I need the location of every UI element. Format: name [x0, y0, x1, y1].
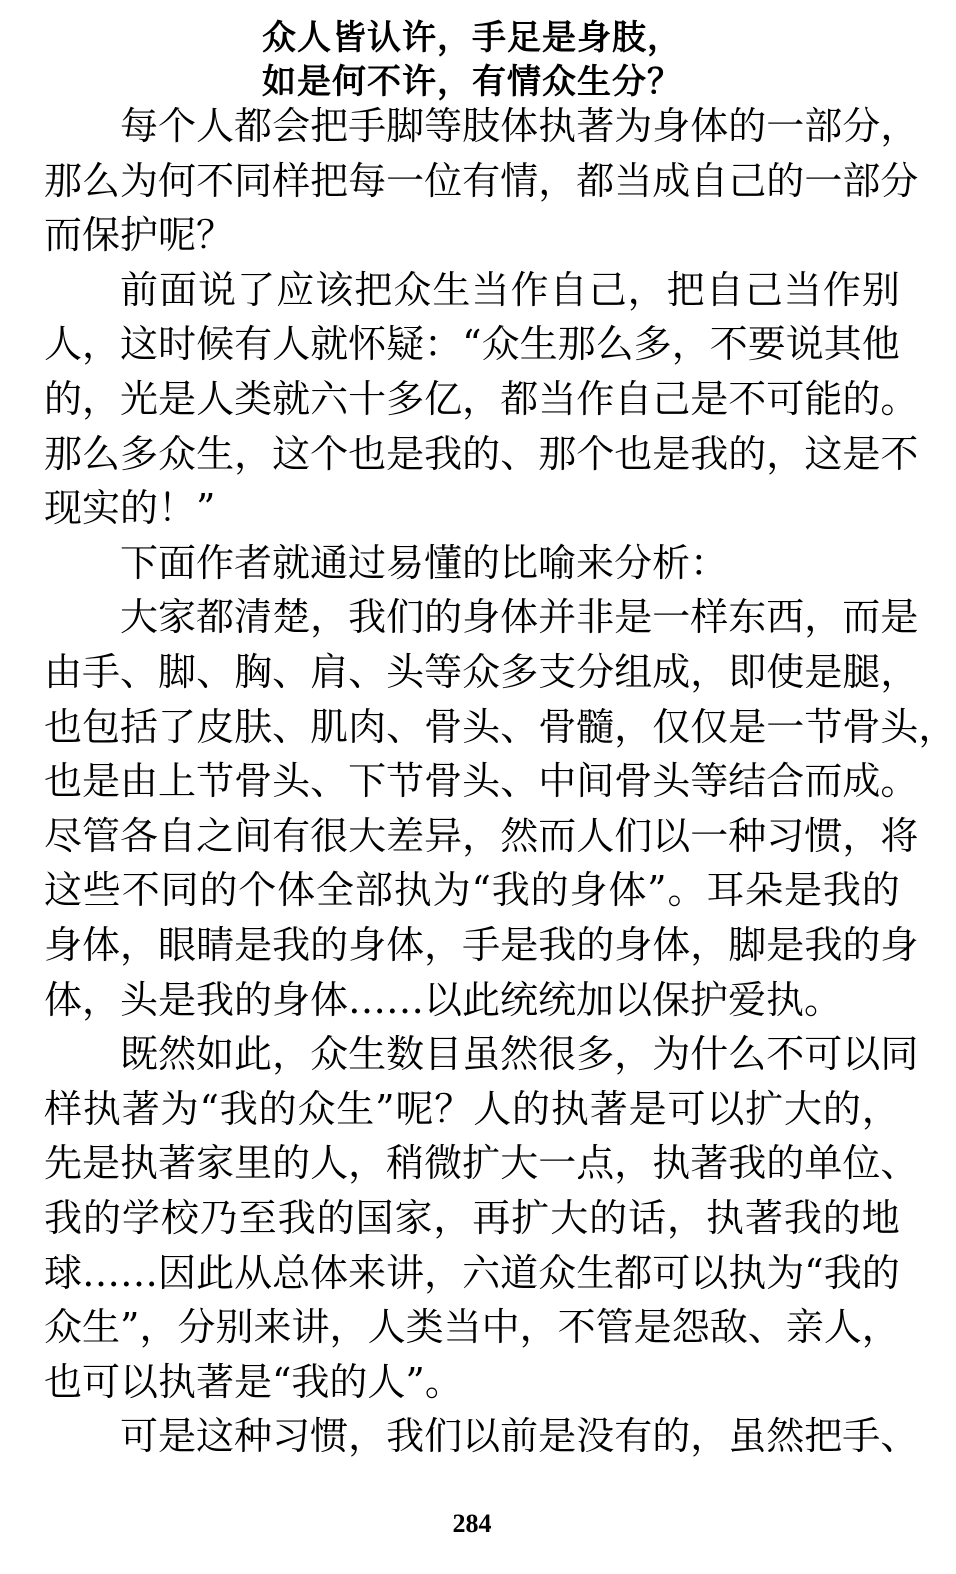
body-line: 先 是 执 著 家 里 的 人 ， 稍 微 扩 大 一 点 ， 执 著 我 的 单 位 、	[44, 1141, 919, 1186]
body-line: 既 然 如 此 ， 众 生 数 目 虽 然 很 多 ， 为 什 么 不 可 以 同	[120, 1032, 919, 1077]
body-line: 前 面 说 了 应 该 把 众 生 当 作 自 己 ， 把 自 己 当 作 别	[120, 267, 900, 312]
body-line: 这 些 不 同 的 个 体 全 部 执 为 “ 我 的 身 体 ” 。 耳 朵 是 我 的	[44, 868, 900, 913]
page-number: 284	[452, 1509, 492, 1538]
body-line: 现实的！”	[44, 486, 216, 531]
body-line: 大 家 都 清 楚 ， 我 们 的 身 体 并 非 是 一 样 东 西 ， 而 是	[120, 595, 919, 640]
body-line: 样 执 著 为 “ 我 的 众 生 ” 呢 ？ 人 的 执 著 是 可 以 扩 大 的 ，	[44, 1086, 900, 1131]
body-line: 由 手 、 脚 、 胸 、 肩 、 头 等 众 多 支 分 组 成 ， 即 使 是 腿 ，	[44, 650, 919, 694]
body-line: 也 是 由 上 节 骨 头 、 下 节 骨 头 、 中 间 骨 头 等 结 合 而 成 。	[44, 759, 919, 804]
body-line: 身 体 ， 眼 睛 是 我 的 身 体 ， 手 是 我 的 身 体 ， 脚 是 我 的 身	[44, 923, 919, 967]
body-line: 体，头是我的身体……以此统统加以保护爱执。	[44, 977, 843, 1022]
body-line: 我 的 学 校 乃 至 我 的 国 家 ， 再 扩 大 的 话 ， 执 著 我 的 地	[44, 1196, 900, 1240]
body-line: 众 生 ” ， 分 别 来 讲 ， 人 类 当 中 ， 不 管 是 怨 敌 、 亲 人 ，	[44, 1305, 900, 1350]
body-line: 也可以执著是“我的人”。	[44, 1359, 463, 1404]
body-line: 人 ， 这 时 候 有 人 就 怀 疑 ： “ 众 生 那 么 多 ， 不 要 说 其 他	[44, 322, 900, 367]
body-line: 而保护呢？	[44, 213, 235, 258]
body-line: 尽 管 各 自 之 间 有 很 大 差 异 ， 然 而 人 们 以 一 种 习 惯 ， 将	[44, 813, 919, 858]
body-line: 球 … … 因 此 从 总 体 来 讲 ， 六 道 众 生 都 可 以 执 为 “ 我 的	[44, 1250, 900, 1295]
verse-line-1: 众人皆认许，手足是身肢，	[262, 18, 682, 58]
verse-line-2: 如是何不许，有情众生分？	[262, 62, 682, 102]
body-line: 每 个 人 都 会 把 手 脚 等 肢 体 执 著 为 身 体 的 一 部 分 ，	[120, 104, 919, 148]
body-line: 也 包 括 了 皮 肤 、 肌 肉 、 骨 头 、 骨 髓 ， 仅 仅 是 一 节 骨 头 ，	[44, 704, 956, 749]
body-line: 下面作者就通过易懂的比喻来分析：	[120, 540, 729, 585]
body-line: 那 么 多 众 生 ， 这 个 也 是 我 的 、 那 个 也 是 我 的 ， 这 是 不	[44, 431, 919, 476]
body-line: 的 ， 光 是 人 类 就 六 十 多 亿 ， 都 当 作 自 己 是 不 可 能 的 。	[44, 377, 919, 421]
body-line: 可 是 这 种 习 惯 ， 我 们 以 前 是 没 有 的 ， 虽 然 把 手 、	[120, 1414, 919, 1459]
body-line: 那 么 为 何 不 同 样 把 每 一 位 有 情 ， 都 当 成 自 己 的 一 部 分	[44, 158, 919, 203]
